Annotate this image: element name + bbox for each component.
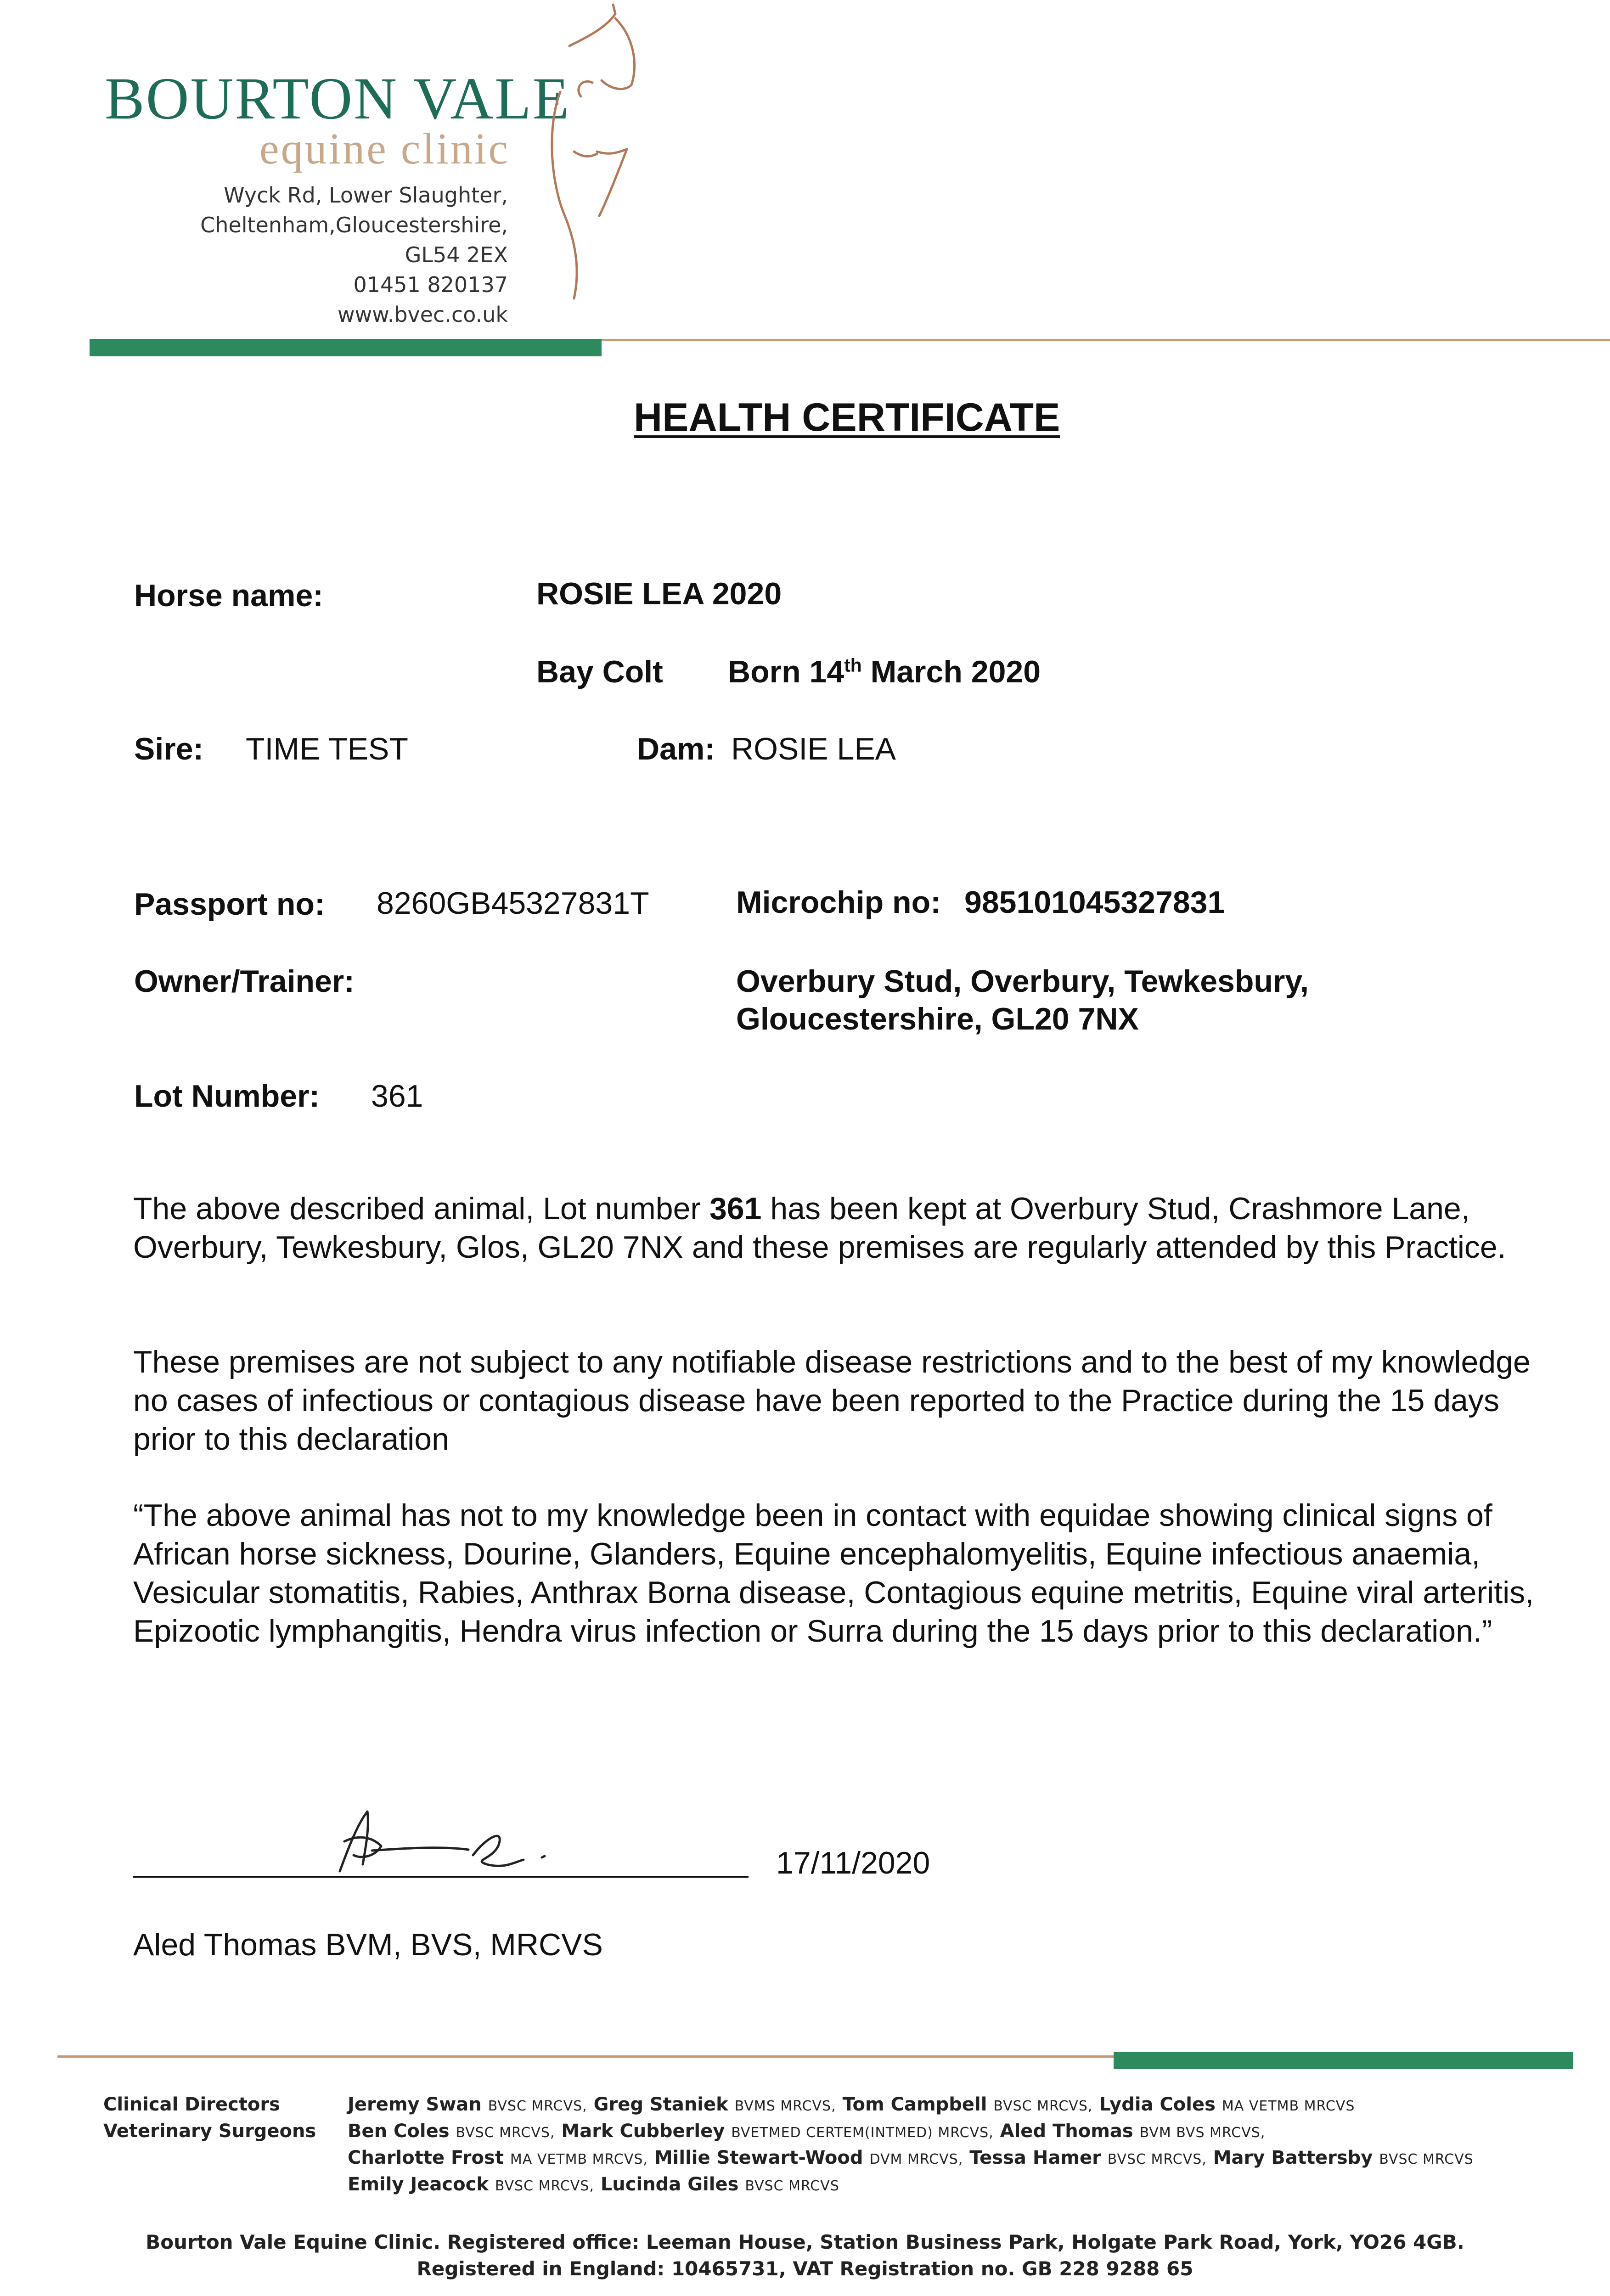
declaration-paragraph-3: “The above animal has not to my knowledge been in contact with equidae showing clinical signs of African horse sickness, Dourine, Glanders, Equine encephalomyelitis, Equine infectious anaemia, Vesicular stomatitis, Rabies, Anthrax Borna disease, Contagious equine metritis, Equine viral arteritis, Epizootic lymphangitis, Hendra virus infection or Surra during the 15 days prior to this declaration.” <box>133 1498 1534 1649</box>
signature-mark <box>321 1791 579 1883</box>
passport-value: 8260GB45327831T <box>377 886 649 921</box>
horse-name-value: ROSIE LEA 2020 <box>536 576 782 611</box>
surgeons-list-line-3: Emily Jeacock BVSC MRCVS, Lucinda Giles BVSC MRCVS <box>348 2174 839 2195</box>
surgeons-list-line-1: Ben Coles BVSC MRCVS, Mark Cubberley BVETMED CERTEM(INTMED) MRCVS, Aled Thomas BVM BVS MRCVS, <box>348 2121 1266 2142</box>
horse-description: Bay Colt <box>536 654 663 689</box>
signature-line <box>133 1876 749 1878</box>
surgeons-list-line-2: Charlotte Frost MA VETMB MRCVS, Millie Stewart-Wood DVM MRCVS, Tessa Hamer BVSC MRCVS, Mary Battersby BVSC MRCVS <box>348 2147 1474 2168</box>
declaration-paragraph-1: The above described animal, Lot number 361 has been kept at Overbury Stud, Crashmore Lane, Overbury, Tewkesbury, Glos, GL20 7NX and these premises are regularly attended by this Practice. <box>133 1191 1506 1265</box>
clinic-subtitle: equine clinic <box>259 124 510 173</box>
veterinary-surgeons-label: Veterinary Surgeons <box>103 2121 316 2142</box>
sire-label: Sire: <box>134 732 204 766</box>
declaration-paragraph-2: These premises are not subject to any notifiable disease restrictions and to the best of my knowledge no cases of infectious or contagious disease have been reported to the Practice during the 15 days prior to this declaration <box>133 1345 1531 1457</box>
lot-number-value: 361 <box>371 1079 423 1114</box>
microchip-value: 985101045327831 <box>964 885 1225 920</box>
address-line-1: Wyck Rd, Lower Slaughter, <box>224 183 508 208</box>
sire-value: TIME TEST <box>246 732 408 766</box>
signatory-name: Aled Thomas BVM, BVS, MRCVS <box>133 1927 603 1962</box>
footer-green-bar <box>1114 2052 1573 2069</box>
registered-office: Bourton Vale Equine Clinic. Registered office: Leeman House, Station Business Park, Holgate Park Road, York, YO26 4GB. <box>146 2231 1464 2253</box>
owner-label: Owner/Trainer: <box>134 964 355 999</box>
address-phone: 01451 820137 <box>353 272 508 297</box>
owner-address-line-2: Gloucestershire, GL20 7NX <box>736 1002 1139 1036</box>
dam-label: Dam: <box>637 732 715 766</box>
horse-logo-icon <box>501 0 647 331</box>
clinical-directors-label: Clinical Directors <box>103 2094 280 2115</box>
address-website: www.bvec.co.uk <box>338 302 508 327</box>
address-line-2: Cheltenham,Gloucestershire, <box>200 213 508 237</box>
header-green-bar <box>90 339 602 356</box>
birth-date: Born 14th March 2020 <box>728 654 1041 689</box>
page-title: HEALTH CERTIFICATE <box>634 395 1060 439</box>
signature-date: 17/11/2020 <box>776 1846 930 1880</box>
clinic-name: BOURTON VALE <box>105 66 571 132</box>
horse-name-label: Horse name: <box>134 578 323 613</box>
microchip-label: Microchip no: <box>736 885 941 920</box>
lot-number-label: Lot Number: <box>134 1079 320 1114</box>
header-gold-line <box>602 339 1610 341</box>
footer-gold-line <box>57 2055 1114 2058</box>
address-postcode: GL54 2EX <box>405 242 508 267</box>
owner-address-line-1: Overbury Stud, Overbury, Tewkesbury, <box>736 964 1309 999</box>
directors-list: Jeremy Swan BVSC MRCVS, Greg Staniek BVMS MRCVS, Tom Campbell BVSC MRCVS, Lydia Coles MA VETMB MRCVS <box>348 2094 1355 2115</box>
dam-value: ROSIE LEA <box>731 732 896 766</box>
company-registration: Registered in England: 10465731, VAT Registration no. GB 228 9288 65 <box>417 2257 1193 2280</box>
passport-label: Passport no: <box>134 887 325 922</box>
